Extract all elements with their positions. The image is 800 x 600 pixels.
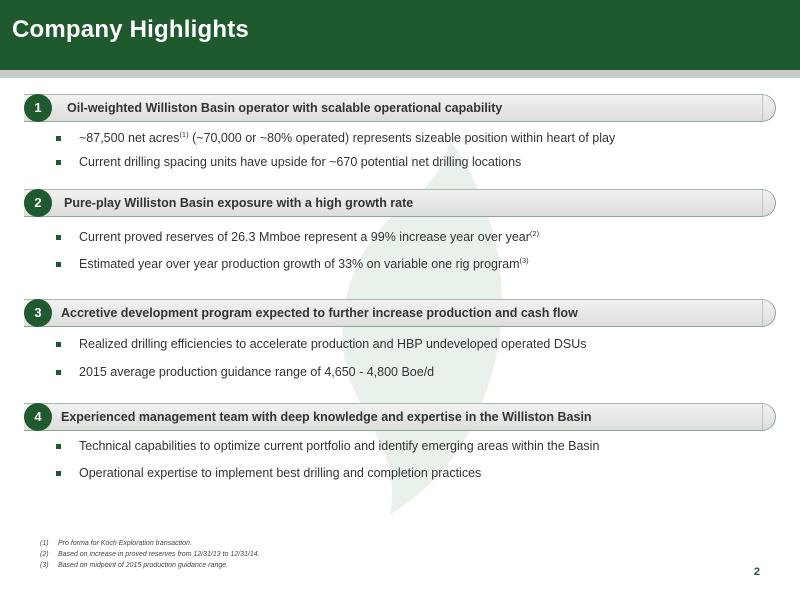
footnote: (1) Pro forma for Koch Exploration transaction. <box>40 540 192 547</box>
bullet-text: ~87,500 net acres$^{(1)}$ (~70,000 or ~80% operated) represents sizeable position within heart of play <box>79 129 616 145</box>
section-number-badge: 2 <box>24 189 52 217</box>
header-bar <box>0 0 800 70</box>
section-number-badge: 1 <box>24 94 52 122</box>
bullet-marker <box>56 342 61 347</box>
bullet-marker <box>56 471 61 476</box>
bullet-marker <box>56 444 61 449</box>
section-title: Oil-weighted Williston Basin operator with scalable operational capability <box>67 101 503 115</box>
bullet-text: Operational expertise to implement best drilling and completion practices <box>79 466 482 480</box>
footnote: (2) Based on increase in proved reserves from 12/31/13 to 12/31/14. <box>40 551 260 558</box>
bullet-marker <box>56 235 61 240</box>
bullet-text: Technical capabilities to optimize current portfolio and identify emerging areas within the Basin <box>79 439 600 453</box>
bullet-text: Estimated year over year production growth of 33% on variable one rig program$^{(3)}$ <box>79 255 529 271</box>
section-title: Pure-play Williston Basin exposure with a high growth rate <box>64 196 414 210</box>
header-divider <box>0 70 800 78</box>
bullet-text: Current proved reserves of 26.3 Mmboe represent a 99% increase year over year$^{(2)}$ <box>79 228 540 244</box>
bullet-marker <box>56 262 61 267</box>
bullet-marker <box>56 370 61 375</box>
footnote: (3) Based on midpoint of 2015 production guidance range. <box>40 562 229 569</box>
bullet-text: Current drilling spacing units have upside for ~670 potential net drilling locations <box>79 155 522 169</box>
bullet-text: Realized drilling efficiencies to accelerate production and HBP undeveloped operated DSUs <box>79 337 587 351</box>
bullet-text: 2015 average production guidance range of 4,650 - 4,800 Boe/d <box>79 365 435 379</box>
bullet-marker <box>56 160 61 165</box>
section-title: Experienced management team with deep knowledge and expertise in the Williston Basin <box>61 410 592 424</box>
bullet-marker <box>56 136 61 141</box>
section-title: Accretive development program expected to further increase production and cash flow <box>61 306 578 320</box>
footnotes <box>40 538 260 571</box>
page-title: Company Highlights <box>12 16 249 43</box>
page-number: 2 <box>753 566 760 578</box>
section-number-badge: 4 <box>24 403 52 431</box>
section-number-badge: 3 <box>24 299 52 327</box>
